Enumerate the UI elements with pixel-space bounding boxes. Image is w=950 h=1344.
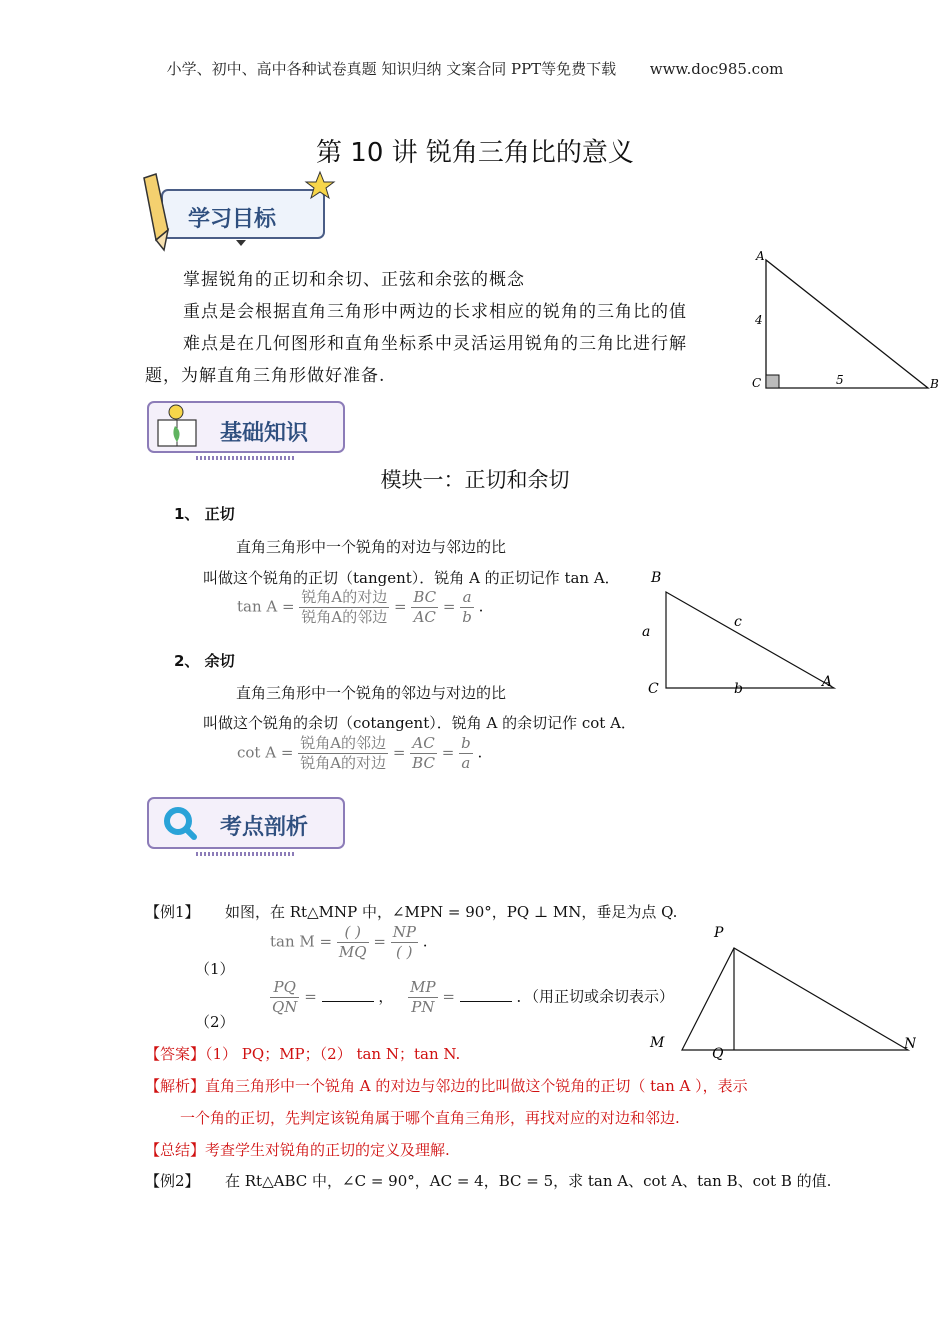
analysis-badge-label: 考点剖析 xyxy=(220,815,309,840)
example1-analysis-2: 一个角的正切，先判定该锐角属于哪个直角三角形，再找对应的对边和邻边. xyxy=(180,1109,680,1127)
tangent-frac-words: $\frac{\text{锐角A的对边}}{\text{锐角A的邻边}}$ xyxy=(301,588,388,626)
example1-summary: 【总结】考查学生对锐角的正切的定义及理解. xyxy=(145,1141,450,1159)
cotangent-heading: 2、 余切 xyxy=(174,652,235,670)
analysis-badge xyxy=(146,794,346,860)
tangent-line-1: 直角三角形中一个锐角的对边与邻边的比 xyxy=(236,538,507,556)
vertex-b-label: B xyxy=(651,570,662,586)
example1-part2-label: （2） xyxy=(195,1013,235,1031)
example1-statement: 如图，在 Rt△MNP 中，∠MPN = 90°，PQ ⊥ MN，垂足为点 Q. xyxy=(225,903,678,921)
triangle-abc-figure xyxy=(748,246,942,396)
part2-blank-1[interactable] xyxy=(322,987,374,1002)
vertex-p-label: P xyxy=(714,925,724,941)
side-ac-label: 4 xyxy=(755,313,763,327)
vertex-a-label: A xyxy=(822,674,833,690)
cotangent-frac-letters: $\frac{b}{a}$ xyxy=(461,734,471,772)
example1-part2-formula: $\frac{PQ}{QN}$ = ， $\frac{MP}{PN}$ = ．（用正切或余切表示） xyxy=(272,978,675,1016)
tangent-formula: tan A = $\frac{\text{锐角A的对边}}{\text{锐角A的邻边}}$ = $\frac{BC}{AC}$ = $\frac{a}{b}$ . xyxy=(237,588,484,626)
part1-frac2: $\frac{NP}{( )}$ xyxy=(392,923,416,961)
side-cb-label: 5 xyxy=(836,373,844,387)
side-b-label: b xyxy=(734,681,743,696)
header-text: 小学、初中、高中各种试卷真题 知识归纳 文案合同 PPT等免费下载 xyxy=(166,60,617,78)
goals-line-2: 重点是会根据直角三角形中两边的长求相应的锐角的三角比的值 xyxy=(183,302,687,322)
goals-line-1: 掌握锐角的正切和余切、正弦和余弦的概念 xyxy=(183,270,525,290)
cotangent-formula: cot A = $\frac{\text{锐角A的邻边}}{\text{锐角A的对边}}$ = $\frac{AC}{BC}$ = $\frac{b}{a}$ . xyxy=(237,734,483,772)
part1-lhs: tan M = xyxy=(270,932,333,951)
page-title: 第 10 讲 锐角三角比的意义 xyxy=(316,138,634,168)
cotangent-formula-lhs: cot A = xyxy=(237,743,294,762)
vertex-c-label: C xyxy=(648,681,659,696)
tangent-formula-lhs: tan A = xyxy=(237,597,295,616)
vertex-m-label: M xyxy=(650,1035,665,1051)
goals-line-3: 难点是在几何图形和直角坐标系中灵活运用锐角的三角比进行解 xyxy=(183,334,687,354)
goals-line-4: 题，为解直角三角形做好准备. xyxy=(145,366,386,386)
tangent-frac-letters: $\frac{a}{b}$ xyxy=(462,588,472,626)
goals-badge xyxy=(140,168,340,252)
cotangent-line-1: 直角三角形中一个锐角的邻边与对边的比 xyxy=(236,684,507,702)
side-a-label: a xyxy=(642,624,651,640)
example2-statement: 在 Rt△ABC 中，∠C = 90°，AC = 4，BC = 5，求 tan A、cot A、tan B、cot B 的值. xyxy=(225,1172,832,1190)
part2-frac1: $\frac{PQ}{QN}$ xyxy=(272,978,298,1016)
example1-answer: 【答案】（1） PQ；MP；（2） tan N；tan N. xyxy=(145,1045,461,1063)
part2-note: ．（用正切或余切表示） xyxy=(516,987,675,1006)
cotangent-frac-words: $\frac{\text{锐角A的邻边}}{\text{锐角A的对边}}$ xyxy=(300,734,387,772)
tangent-heading: 1、 正切 xyxy=(174,505,235,523)
example1-part1-formula: tan M = $\frac{( )}{MQ}$ = $\frac{NP}{( )}$ . xyxy=(270,923,428,961)
triangle-mnp-figure xyxy=(646,920,916,1060)
part2-frac2: $\frac{MP}{PN}$ xyxy=(410,978,436,1016)
vertex-b-label: B xyxy=(930,377,939,391)
vertex-q-label: Q xyxy=(712,1046,724,1060)
vertex-a-label: A xyxy=(756,249,765,263)
example1-label: 【例1】 xyxy=(145,903,200,921)
vertex-c-label: C xyxy=(752,376,762,390)
goals-badge-label: 学习目标 xyxy=(188,207,277,232)
basics-badge-label: 基础知识 xyxy=(220,421,309,446)
page-header xyxy=(0,58,950,79)
part2-blank-2[interactable] xyxy=(460,987,512,1002)
example2-label: 【例2】 xyxy=(145,1172,200,1190)
part1-frac1: $\frac{( )}{MQ}$ xyxy=(338,923,367,961)
cotangent-frac-sides: $\frac{AC}{BC}$ xyxy=(412,734,435,772)
module-title: 模块一：正切和余切 xyxy=(380,468,570,492)
header-url[interactable]: www.doc985.com xyxy=(649,60,784,78)
example1-part1-label: （1） xyxy=(195,960,235,978)
cotangent-line-2: 叫做这个锐角的余切（cotangent）．锐角 A 的余切记作 cot A． xyxy=(203,714,636,732)
tangent-frac-sides: $\frac{BC}{AC}$ xyxy=(413,588,437,626)
tangent-line-2: 叫做这个锐角的正切（tangent）．锐角 A 的正切记作 tan A． xyxy=(203,569,620,587)
side-c-label: c xyxy=(734,614,742,630)
vertex-n-label: N xyxy=(904,1036,916,1052)
example1-analysis-1: 【解析】直角三角形中一个锐角 A 的对边与邻边的比叫做这个锐角的正切（ tan A ），表示 xyxy=(145,1077,748,1095)
basics-badge xyxy=(146,398,346,464)
triangle-abc-sides-figure xyxy=(636,566,846,696)
